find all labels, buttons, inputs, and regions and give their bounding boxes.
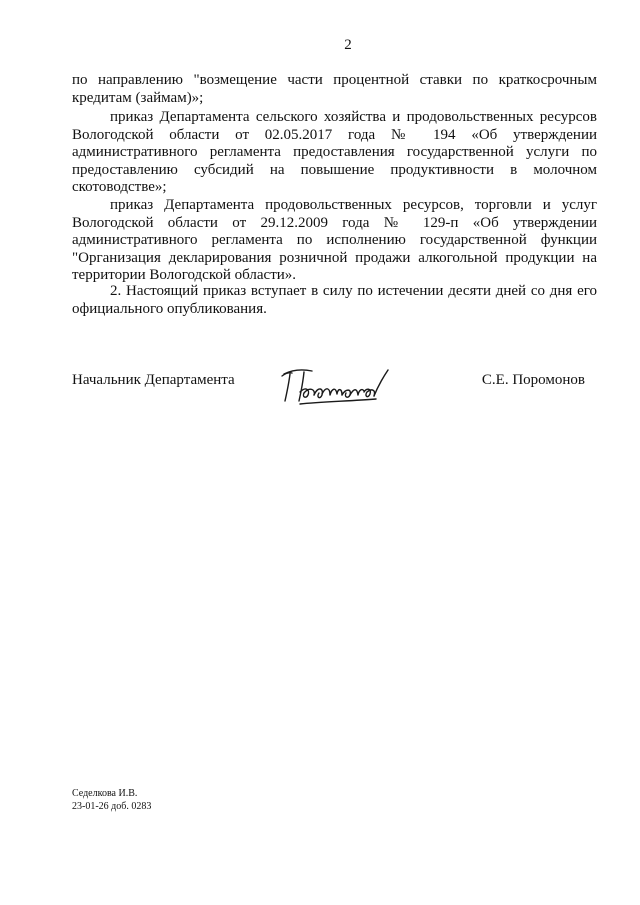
handwritten-signature-icon bbox=[280, 364, 392, 408]
signature-block bbox=[72, 368, 597, 428]
paragraph-order-2009: приказ Департамента продовольственных ресурсов, торговли и услуг Вологодской области от 29.12.2009 года № 129-п «Об утверждении административного регламента по исполнению государственной функции "Организация декларирования розничной продажи алкогольной продукции на территории Вологодской области». bbox=[72, 197, 597, 284]
executor-phone: 23-01-26 доб. 0283 bbox=[72, 801, 152, 812]
executor-name: Седелкова И.В. bbox=[72, 788, 138, 799]
page-number: 2 bbox=[344, 37, 352, 53]
signatory-name: С.Е. Поромонов bbox=[481, 372, 585, 388]
paragraph-continuation: по направлению "возмещение части процентной ставки по краткосрочным кредитам (займам)»; bbox=[72, 72, 597, 106]
signatory-position: Начальник Департамента bbox=[72, 372, 235, 388]
executor-info bbox=[72, 787, 151, 813]
paragraph-order-2017: приказ Департамента сельского хозяйства и продовольственных ресурсов Вологодской области от 02.05.2017 года № 194 «Об утверждении административного регламента предоставления государственной услуги по предоставлению субсидий на повышение продуктивности в молочном скотоводстве»; bbox=[72, 109, 597, 196]
paragraph-effective-date: 2. Настоящий приказ вступает в силу по истечении десяти дней со дня его официального опубликования. bbox=[72, 283, 597, 317]
